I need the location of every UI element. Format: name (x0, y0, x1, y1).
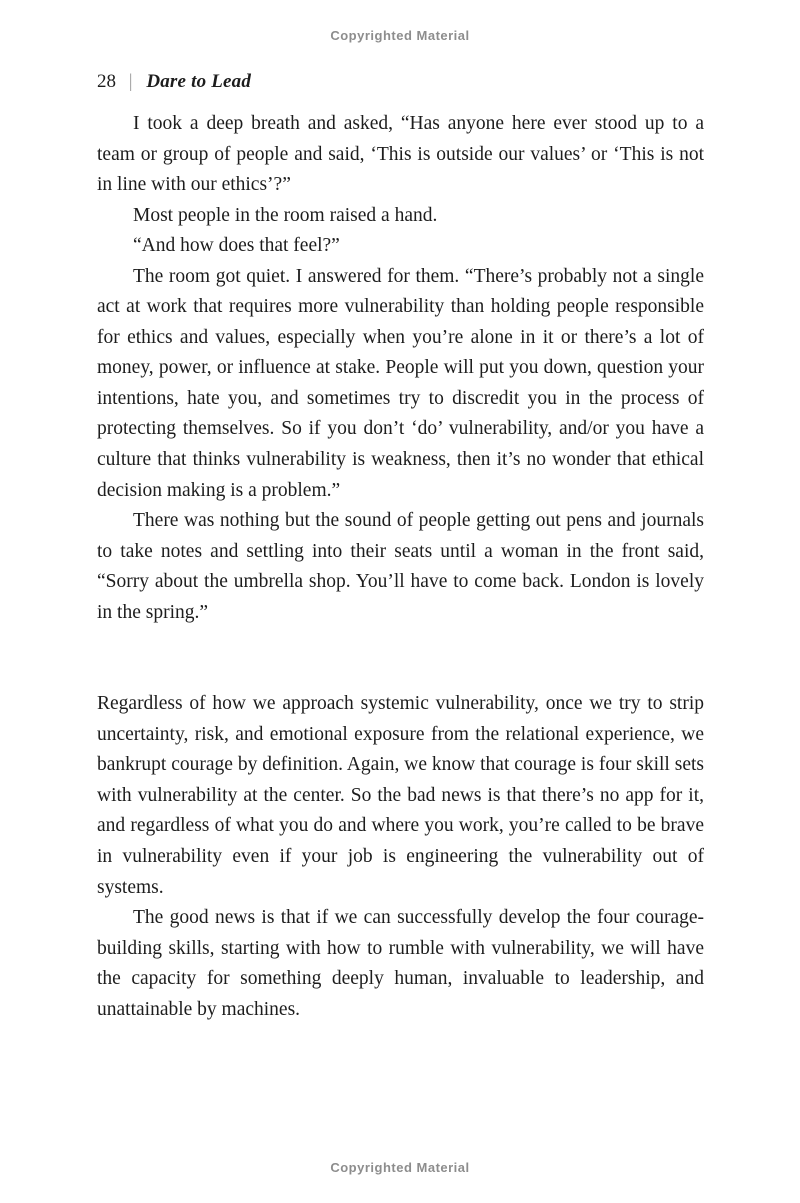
paragraph-umbrella-shop: There was nothing but the sound of people getting out pens and journals to take notes and settling into their seats until a woman in the front said, “Sorry about the umbrella shop. You’ll have to come back. London is lovely in the spring.” (97, 510, 704, 623)
running-head-title: Dare to Lead (146, 71, 252, 92)
running-head (97, 71, 251, 93)
copyright-notice-bottom: Copyrighted Material (330, 1160, 470, 1175)
page-body (97, 109, 704, 1025)
paragraph-room-got-quiet: The room got quiet. I answered for them. “There’s probably not a single act at work that requires more vulnerability than holding people responsible for ethics and values, especially when you’re alone in it or there’s a lot of money, power, or influence at stake. People will put you down, question your intentions, hate you, and sometimes try to discredit you in the process of protecting themselves. So if you don’t ‘do’ vulnerability, and/or you have a culture that thinks vulnerability is weakness, then it’s no wonder that ethical decision making is a problem.” (97, 265, 704, 501)
paragraph-raised-hand: Most people in the room raised a hand. (133, 204, 438, 226)
paragraph-systemic-vulnerability: Regardless of how we approach systemic vulnerability, once we try to strip uncertainty, risk, and emotional exposure from the relational experience, we bankrupt courage by definition. Again, we know that courage is four skill sets with vulnerability at the center. So the bad news is that there’s no app for it, and regardless of what you do and where you work, you’re called to be brave in vulnerability even if your job is engineering the vulnerability out of systems. (97, 693, 704, 898)
paragraph-how-does-that-feel: “And how does that feel?” (133, 235, 340, 257)
paragraph-good-news: The good news is that if we can successfully develop the four courage-building skills, starting with how to rumble with vulnerability, we will have the capacity for something deeply human, invaluable to leadership, and unattainable by machines. (97, 907, 704, 1020)
page-number: 28 (97, 71, 116, 92)
header-separator: | (128, 71, 133, 92)
paragraph-dialogue-question: I took a deep breath and asked, “Has anyone here ever stood up to a team or group of people and said, ‘This is outside our values’ or ‘This is not in line with our ethics’?” (97, 113, 704, 196)
copyright-notice-top: Copyrighted Material (330, 28, 470, 43)
